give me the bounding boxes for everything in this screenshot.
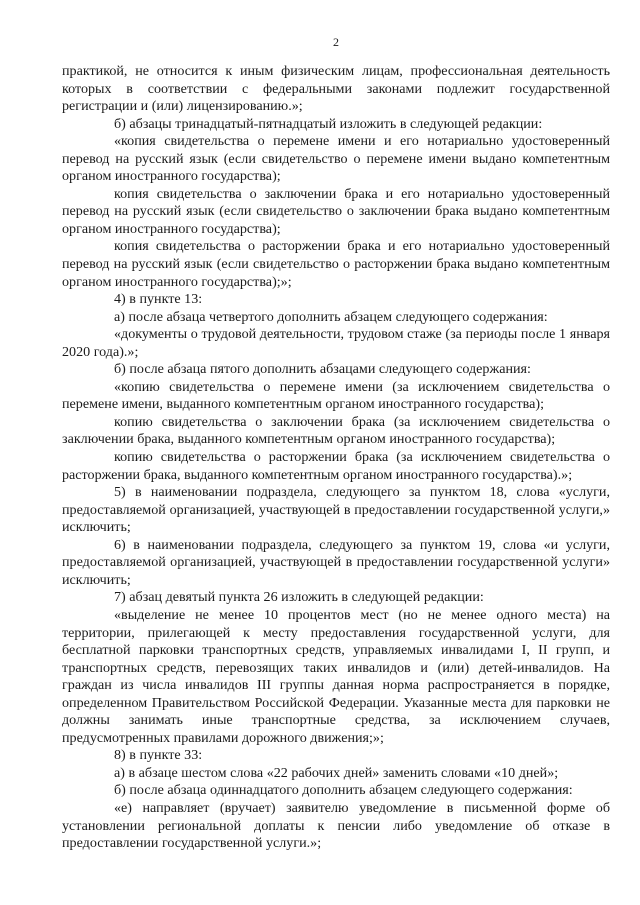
page-number: 2 [333, 35, 339, 49]
paragraph: копию свидетельства о расторжении брака (за исключением свидетельства о расторжении брака, выданного компетентным органом иностранного государства).»; [62, 449, 610, 483]
paragraph: копию свидетельства о заключении брака (за исключением свидетельства о заключении брака, выданного компетентным органом иностранного государства); [62, 413, 610, 448]
paragraph: копия свидетельства о расторжении брака и его нотариально удостоверенный перевод на русский язык (если свидетельство о расторжении брака выдано компетентным органом иностранного государства);»; [62, 238, 610, 290]
paragraph: 4) в пункте 13: [114, 291, 203, 308]
paragraph: б) после абзаца одиннадцатого дополнить абзацем следующего содержания: [114, 782, 573, 799]
document-page [62, 34, 610, 853]
paragraph: «копия свидетельства о перемене имени и его нотариально удостоверенный перевод на русский язык (если свидетельство о перемене имени выдано компетентным органом иностранного государства); [62, 133, 610, 185]
paragraph: «копию свидетельства о перемене имени (за исключением свидетельства о перемене имени, выданного компетентным органом иностранного государства); [62, 378, 610, 413]
paragraph: «выделение не менее 10 процентов мест (но не менее одного места) на территории, прилегающей к месту предоставления государственной услуги, для бесплатной парковки транспортных средств, управляемых инвалидами I, II групп, и транспортных средств, перевозящих таких инвалидов и (или) детей-инвалидов. На граждан из числа инвалидов III группы данная норма распространяется в порядке, определенном Правительством Российской Федерации. Указанные места для парковки не должны занимать иные транспортные средства, за исключением случаев, предусмотренных правилами дорожного движения;»; [62, 606, 610, 746]
paragraph: 5) в наименовании подраздела, следующего за пунктом 18, слова «услуги, предоставляемой организацией, участвующей в предоставлении государственной услуги,» исключить; [62, 484, 610, 536]
paragraph-continuation: практикой, не относится к иным физическим лицам, профессиональная деятельность которых в соответствии с федеральными законами подлежит государственной регистрации и (или) лицензированию.»; [62, 63, 610, 115]
paragraph: а) после абзаца четвертого дополнить абзацем следующего содержания: [114, 308, 548, 325]
paragraph: а) в абзаце шестом слова «22 рабочих дней» заменить словами «10 дней»; [114, 764, 559, 781]
paragraph: 8) в пункте 33: [114, 747, 203, 764]
paragraph: б) абзацы тринадцатый-пятнадцатый изложить в следующей редакции: [114, 115, 543, 132]
paragraph: б) после абзаца пятого дополнить абзацами следующего содержания: [114, 361, 531, 378]
paragraph: «документы о трудовой деятельности, трудовом стаже (за периоды после 1 января 2020 года).»; [62, 326, 610, 360]
paragraph: копия свидетельства о заключении брака и его нотариально удостоверенный перевод на русский язык (если свидетельство о заключении брака выдано компетентным органом иностранного государства); [62, 185, 610, 237]
paragraph: 6) в наименовании подраздела, следующего за пунктом 19, слова «и услуги, предоставляемой организацией, участвующей в предоставлении государственной услуги» исключить; [62, 536, 610, 588]
paragraph: «е) направляет (вручает) заявителю уведомление в письменной форме об установлении региональной доплаты к пенсии либо уведомление об отказе в предоставлении государственной услуги.»; [62, 799, 610, 852]
paragraph: 7) абзац девятый пункта 26 изложить в следующей редакции: [114, 589, 484, 606]
